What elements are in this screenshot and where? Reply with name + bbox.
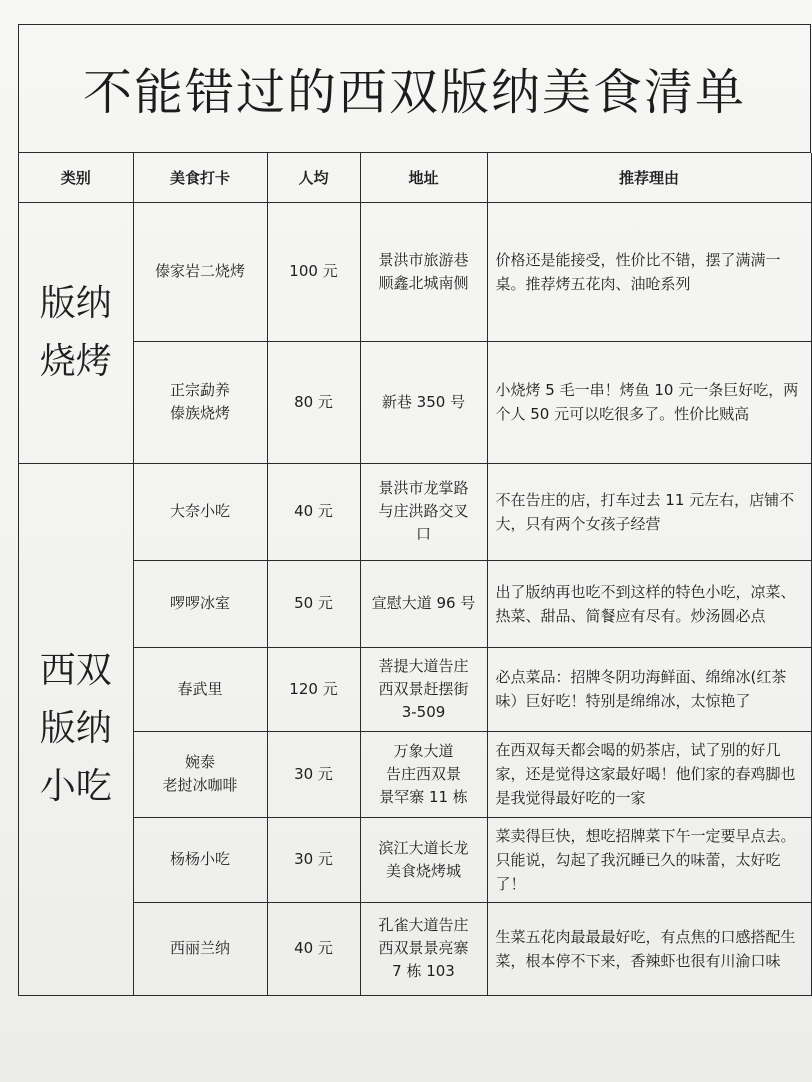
food-reason: 在西双每天都会喝的奶茶店，试了别的好几家，还是觉得这家最好喝！他们家的春鸡脚也是我觉得最好吃的一家 xyxy=(487,731,811,817)
food-name xyxy=(133,902,267,995)
food-name-line: 杨杨小吃 xyxy=(169,850,230,868)
table-row xyxy=(19,463,811,560)
category-line: 烧烤 xyxy=(39,340,112,382)
address-line: 菩提大道告庄 xyxy=(378,656,469,675)
food-price: 30 元 xyxy=(267,731,360,817)
food-price: 80 元 xyxy=(267,341,360,463)
title-box xyxy=(19,25,811,153)
food-name-line: 啰啰冰室 xyxy=(169,594,230,612)
address-line: 万象大道 xyxy=(393,741,454,760)
food-name xyxy=(133,560,267,647)
table-row xyxy=(19,817,811,902)
food-price: 120 元 xyxy=(267,647,360,731)
food-reason: 菜卖得巨快，想吃招牌菜下午一定要早点去。只能说，勾起了我沉睡已久的味蕾，太好吃了！ xyxy=(487,817,811,902)
category-snacks xyxy=(19,463,133,995)
address-line: 新巷 350 号 xyxy=(381,392,466,411)
food-name-line: 西丽兰纳 xyxy=(169,939,230,957)
header-category: 类别 xyxy=(19,153,133,202)
food-name-line: 大奈小吃 xyxy=(169,502,230,520)
food-name xyxy=(133,647,267,731)
food-address xyxy=(360,647,487,731)
food-name-line: 春武里 xyxy=(177,679,223,698)
food-price: 40 元 xyxy=(267,463,360,560)
food-address xyxy=(360,560,487,647)
food-reason: 小烧烤 5 毛一串！烤鱼 10 元一条巨好吃，两个人 50 元可以吃很多了。性价比贼高 xyxy=(487,341,811,463)
table-row xyxy=(19,902,811,995)
food-reason: 出了版纳再也吃不到这样的特色小吃，凉菜、热菜、甜品、简餐应有尽有。炒汤圆必点 xyxy=(487,560,811,647)
header-address: 地址 xyxy=(360,153,487,202)
food-name-line: 正宗勐养 xyxy=(169,381,230,399)
address-line: 景洪市龙掌路 xyxy=(378,479,469,497)
food-reason: 必点菜品：招牌冬阴功海鲜面、绵绵冰(红茶味）巨好吃！特别是绵绵冰，太惊艳了 xyxy=(487,647,811,731)
address-line: 告庄西双景 xyxy=(385,764,461,783)
food-address xyxy=(360,202,487,341)
food-price: 40 元 xyxy=(267,902,360,995)
food-table xyxy=(19,153,812,996)
address-line: 口 xyxy=(415,525,431,543)
food-reason: 价格还是能接受，性价比不错，摆了满满一桌。推荐烤五花肉、油呛系列 xyxy=(487,202,811,341)
food-reason: 生菜五花肉最最最好吃，有点焦的口感搭配生菜，根本停不下来，香辣虾也很有川渝口味 xyxy=(487,902,811,995)
food-name xyxy=(133,463,267,560)
table-row xyxy=(19,341,811,463)
address-line: 顺鑫北城南侧 xyxy=(378,273,469,292)
food-name xyxy=(133,817,267,902)
category-line: 西双 xyxy=(39,650,112,691)
header-row xyxy=(19,153,811,202)
category-line: 小吃 xyxy=(39,766,112,807)
food-address xyxy=(360,731,487,817)
table-row xyxy=(19,202,811,341)
table-row xyxy=(19,560,811,647)
food-address xyxy=(360,341,487,463)
address-line: 孔雀大道告庄 xyxy=(378,916,469,934)
address-line: 滨江大道长龙 xyxy=(378,838,469,857)
table-row xyxy=(19,731,811,817)
table-row xyxy=(19,647,811,731)
food-address xyxy=(360,902,487,995)
address-line: 7 栋 103 xyxy=(392,962,455,980)
address-line: 3-509 xyxy=(401,702,446,721)
address-line: 景罕寨 11 栋 xyxy=(379,787,468,806)
header-reason: 推荐理由 xyxy=(487,153,811,202)
page-title: 不能错过的西双版纳美食清单 xyxy=(82,63,746,121)
address-line: 与庄洪路交叉 xyxy=(378,502,469,520)
address-line: 美食烧烤城 xyxy=(385,861,461,880)
food-name-line: 傣家岩二烧烤 xyxy=(154,262,245,280)
food-address xyxy=(360,463,487,560)
food-name xyxy=(133,202,267,341)
category-line: 版纳 xyxy=(39,282,112,324)
food-price: 30 元 xyxy=(267,817,360,902)
header-price: 人均 xyxy=(267,153,360,202)
food-name-line: 婉泰 xyxy=(184,753,215,771)
address-line: 景洪市旅游巷 xyxy=(378,250,469,269)
food-name xyxy=(133,731,267,817)
header-food: 美食打卡 xyxy=(133,153,267,202)
address-line: 宣慰大道 96 号 xyxy=(371,594,476,612)
food-address xyxy=(360,817,487,902)
food-name-line: 老挝冰咖啡 xyxy=(162,776,238,794)
food-price: 100 元 xyxy=(267,202,360,341)
food-reason: 不在告庄的店，打车过去 11 元左右，店铺不大，只有两个女孩子经营 xyxy=(487,463,811,560)
food-price: 50 元 xyxy=(267,560,360,647)
food-name xyxy=(133,341,267,463)
address-line: 西双景赶摆街 xyxy=(378,679,469,698)
category-line: 版纳 xyxy=(39,708,112,749)
category-bbq xyxy=(19,202,133,463)
address-line: 西双景景亮寨 xyxy=(378,939,469,957)
food-name-line: 傣族烧烤 xyxy=(169,404,230,422)
food-list-sheet xyxy=(18,24,811,996)
